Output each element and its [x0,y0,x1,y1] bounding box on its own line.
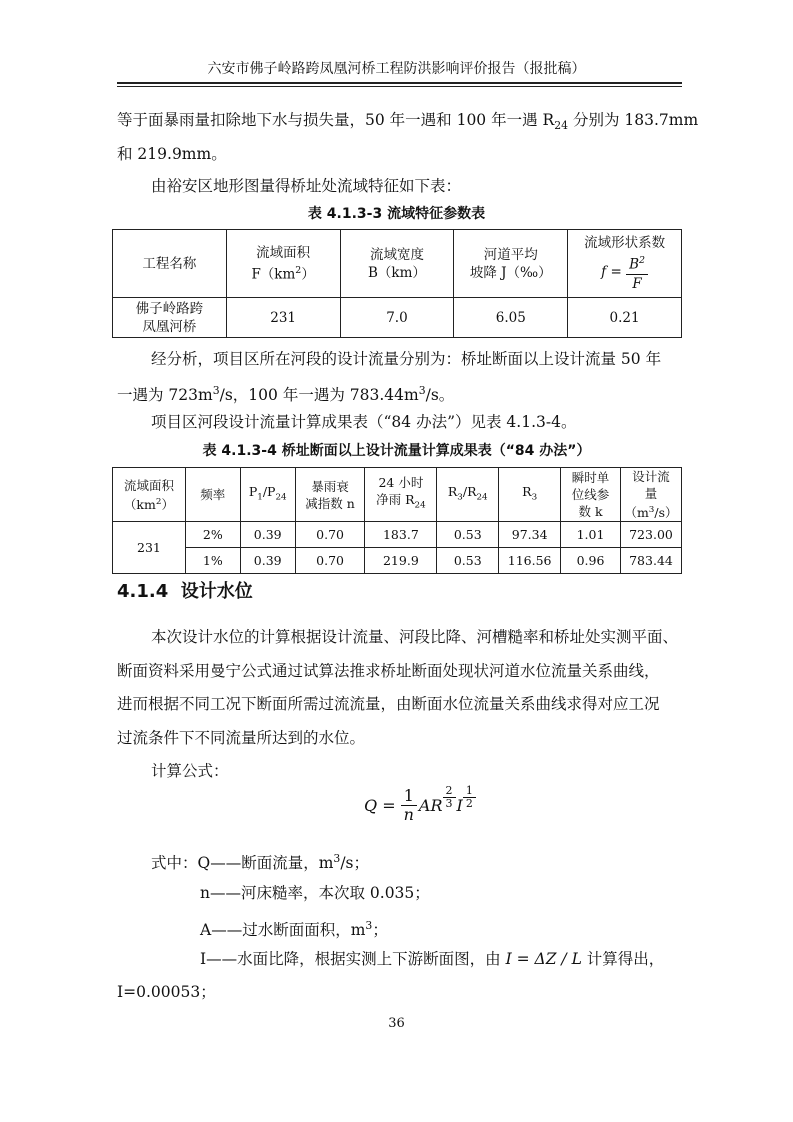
shape-factor-fraction: $\frac{B^2}{F}$ [626,252,648,293]
t2-cell-q: 783.44 [620,548,681,574]
table2-caption: 表 4.1.3-4 桥址断面以上设计流量计算成果表（“84 办法”） [202,443,591,459]
t1-cell-shape: 0.21 [568,298,682,338]
t2-header-n: 暴雨衰 减指数 n [295,468,365,522]
t2-cell-n: 0.70 [295,522,365,548]
t1-cell-slope: 6.05 [454,298,568,338]
body-line-3: 进而根据不同工况下断面所需过流流量，由断面水位流量关系曲线求得对应工况 [117,695,660,713]
t1-cell-width: 7.0 [340,298,454,338]
t2-cell-freq: 2% [185,522,240,548]
t1-header-slope: 河道平均 坡降 J（‰） [454,230,568,298]
header-title: 六安市佛子岭路跨凤凰河桥工程防洪影响评价报告（报批稿） [207,61,586,77]
header-rule-thick [117,82,682,84]
page-number: 36 [388,1016,405,1031]
t2-header-p: $P_1/P_{24}$ [240,468,295,522]
def-i-value: I=0.00053； [117,983,216,1001]
intro-line-1: 等于面暴雨量扣除地下水与损失量，50 年一遇和 100 年一遇 $R_{24}$ 分别为 183.7mm [117,111,699,133]
def-n: n——河床糙率，本次取 0.035； [200,884,430,902]
analysis-line-2: 一遇为 $723m^3/s$，100 年一遇为 $783.44m^3/s$。 [117,384,455,405]
t2-header-k: 瞬时单 位线参 数 k [561,468,621,522]
t2-header-area: 流域面积 $(km^2)$ [113,468,186,522]
t2-cell-ratio: 0.53 [437,522,499,548]
t2-header-q: 设计流 量$(m^3/s)$ [620,468,681,522]
t2-header-ratio: $R_3/R_{24}$ [437,468,499,522]
t1-cell-area: 231 [226,298,340,338]
analysis-line-1: 经分析，项目区所在河段的设计流量分别为：桥址断面以上设计流量 50 年 [151,350,662,368]
analysis-line-3: 项目区河段设计流量计算成果表（“84 办法”）见表 4.1.3-4。 [151,413,577,431]
table-row [113,522,682,548]
section-heading: 4.1.4 设计水位 [117,581,253,602]
t2-cell-k: 1.01 [561,522,621,548]
t2-cell-p: 0.39 [240,548,295,574]
t2-cell-r24: 183.7 [365,522,437,548]
manning-formula: Q = $\frac{1}{n}$ AR $\frac{2}{3}$ I $\frac{1}{2}$ [364,782,476,828]
t2-cell-q: 723.00 [620,522,681,548]
table-design-flow [112,467,682,574]
t2-cell-r3: 97.34 [499,522,561,548]
t1-header-width: 流域宽度 B（km） [340,230,454,298]
t2-cell-p: 0.39 [240,522,295,548]
t2-cell-freq: 1% [185,548,240,574]
t2-cell-r24: 219.9 [365,548,437,574]
t1-header-name: 工程名称 [113,230,227,298]
formula-label: 计算公式： [151,762,229,780]
table1-caption: 表 4.1.3-3 流域特征参数表 [307,206,486,222]
t1-cell-name: 佛子岭路跨 凤凰河桥 [113,298,227,338]
t1-header-area: 流域面积 $F(km^2)$ [226,230,340,298]
body-line-2: 断面资料采用曼宁公式通过试算法推求桥址断面处现状河道水位流量关系曲线， [117,662,660,680]
t2-cell-k: 0.96 [561,548,621,574]
body-line-4: 过流条件下不同流量所达到的水位。 [117,729,366,747]
def-i: I——水面比降，根据实测上下游断面图，由 I = ΔZ / L 计算得出， [200,950,665,968]
def-a: A——过水断面面积，$m^3$； [200,919,388,940]
table-row [113,548,682,574]
t2-header-r24: 24 小时 净雨 $R_{24}$ [365,468,437,522]
body-line-1: 本次设计水位的计算根据设计流量、河段比降、河槽糙率和桥址处实测平面、 [151,628,679,646]
def-q: 式中：Q——断面流量，$m^3/s$； [151,852,369,873]
t2-header-freq: 频率 [185,468,240,522]
t1-header-shape: 流域形状系数 f = $\frac{B^2}{F}$ [568,230,682,298]
intro-line-3: 由裕安区地形图量得桥址处流域特征如下表： [151,177,462,195]
t2-header-r3: $R_3$ [499,468,561,522]
t2-cell-ratio: 0.53 [437,548,499,574]
t2-cell-area: 231 [113,522,186,574]
header-rule-thin [117,86,682,87]
t2-cell-n: 0.70 [295,548,365,574]
table-basin-parameters [112,229,682,338]
t2-cell-r3: 116.56 [499,548,561,574]
intro-line-2: 和 219.9mm。 [117,145,227,163]
